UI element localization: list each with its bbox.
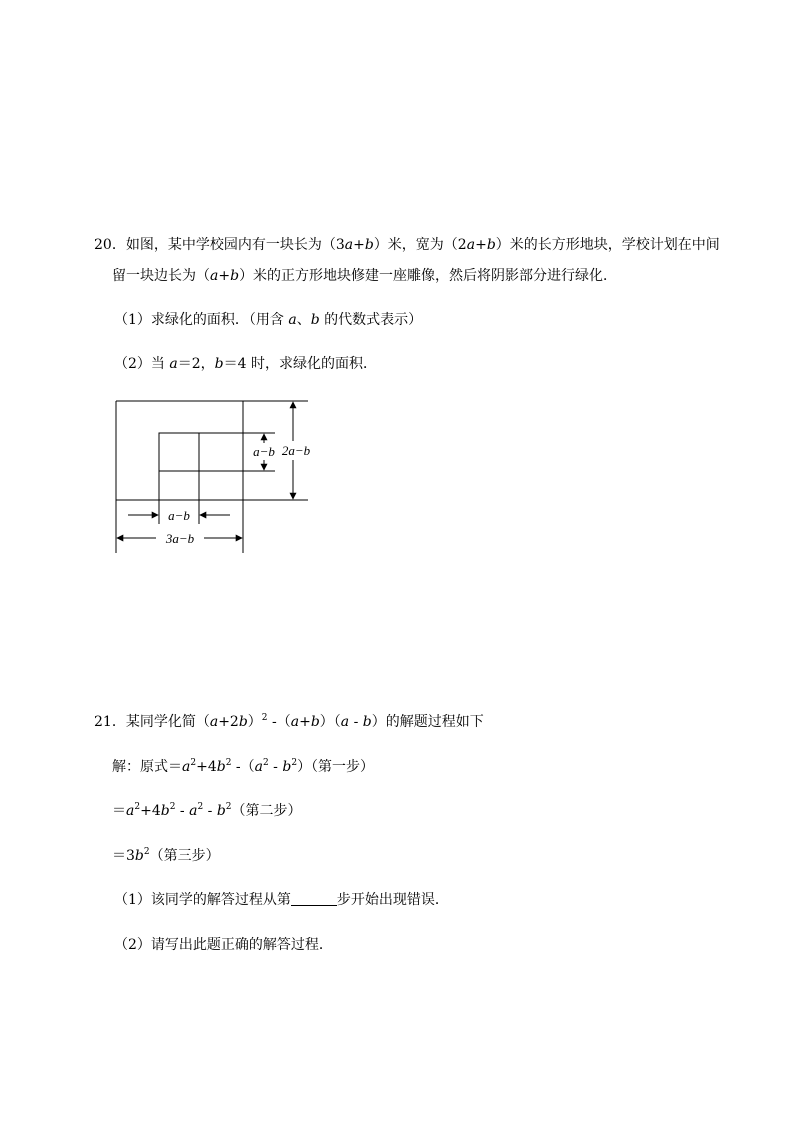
q20-number: 20．	[94, 237, 126, 253]
label-outer-horizontal: 3a−b	[165, 531, 195, 546]
q21-step3: $=3b^2$（第三步）	[112, 847, 220, 864]
q21-step2: $=a^2+4b^2 - a^2 - b^2$（第二步）	[112, 802, 302, 819]
q21-title: 21．某同学化简$(a+2b)^2$ -（a+b）（a - b）的解题过程如下	[94, 713, 484, 730]
q20-part2: （2）当 a＝2，b＝4 时，求绿化的面积．	[114, 356, 377, 372]
label-outer-vertical: 2a−b	[281, 443, 311, 458]
q21-part1: （1）该同学的解答过程从第 步开始出现错误．	[114, 892, 449, 908]
q20-line2: 留一块边长为（a+b）米的正方形地块修建一座雕像，然后将阴影部分进行绿化．	[112, 268, 618, 284]
q21-number: 21．	[94, 714, 126, 730]
q21-part2: （2）请写出此题正确的解答过程．	[114, 937, 333, 953]
q20-part1: （1）求绿化的面积．（用含 a、b 的代数式表示）	[114, 312, 423, 328]
q20-line1: 20．如图，某中学校园内有一块长为（3a+b）米，宽为（2a+b）米的长方形地块，学校计划在中间	[94, 237, 720, 253]
answer-blank[interactable]	[291, 892, 337, 906]
q20-figure	[112, 396, 322, 558]
label-inner-horizontal: a−b	[168, 508, 190, 523]
inner-square	[159, 433, 243, 500]
q21-step1: 解：原式$=a^2+4b^2$ $-(a^2 - b^2)$（第一步）	[112, 758, 375, 775]
label-inner-vertical: a−b	[253, 444, 275, 459]
